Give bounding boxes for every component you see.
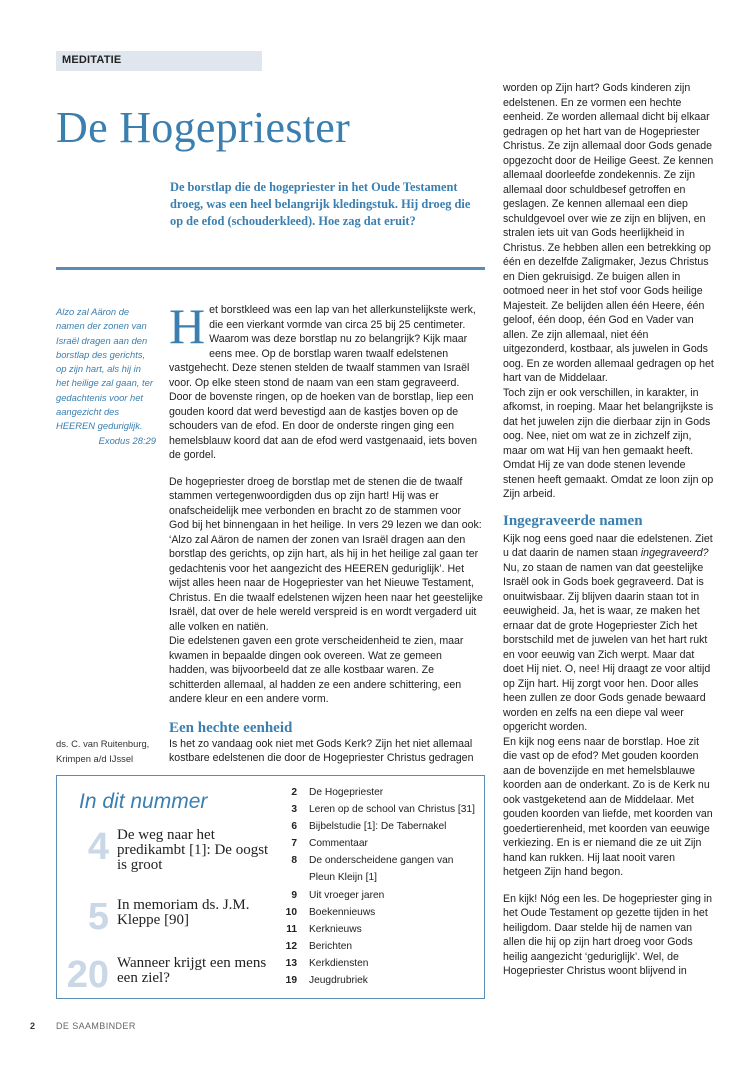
toc-feature[interactable] [63, 824, 269, 874]
feature-title: Wanneer krijgt een mens een ziel? [117, 955, 267, 986]
feature-title: In memoriam ds. J.M. Kleppe [90] [117, 897, 250, 928]
toc-feature[interactable] [63, 894, 263, 944]
paragraph: Die edelstenen gaven een grote verscheidenheid te zien, maar kwamen in bepaalde dingen ook overeen. Wat ze gemeen hadden, was bijvoorbeeld dat ze alle kostbaar waren. Ze schitterden allemaal, al hadden ze een andere schittering, een andere kleur en een andere vorm. [169, 635, 464, 705]
paragraph: En kijk nog eens naar de borstlap. Hoe zit die vast op de efod? Met gouden koorden aan de bovenzijde en met hemelsblauwe koorden aan de onderkant. Zo is de Kerk nu ook vastgeketend aan de Middelaar. Met gouden koorden van liefde, met koorden van goedertierenheid, met koorden van eeuwige verkiezing. En is er niemand die ze uit Zijn hand kan rukken. Hij laat nooit varen hetgeen Zijn hand begon. [503, 735, 713, 878]
subheading: Een hechte eenheid [169, 719, 293, 736]
paragraph: worden op Zijn hart? Gods kinderen zijn edelstenen. En ze vormen een hechte eenheid. Ze worden allemaal dicht bij elkaar gedragen op het hart van de Hogepriester Christus. Ze zijn allemaal door Gods genade opgezocht door de Heilige Geest. Ze kennen allemaal doorleefde zondekennis. Ze zijn allemaal door schuldbesef getroffen en geslagen. Ze kennen allemaal een diep schuldgevoel over wie ze zijn en blijven, en stralen iets uit van Gods heerlijkheid in Christus. Ze hebben allen een betrekking op één en dezelfde Zaligmaker, Jezus Christus en Dien gekruisigd. Ze buigen allen in ootmoed neer in het stof voor Gods heilige Majesteit. Ze belijden allen één Heere, één geloof, één doop, één God en Vader van allen. Ze zijn allemaal, niet één uitgezonderd, kostbaar, als juwelen in Gods oog. En ze worden allemaal gedragen op het hart van de Middelaar. [503, 82, 714, 384]
toc-item[interactable]: 9 Uit vroeger jaren [291, 889, 385, 901]
feature-page-number: 5 [87, 896, 109, 938]
feature-page-number: 4 [87, 826, 109, 868]
divider-rule [56, 267, 485, 270]
footer-magazine-name: DE SAAMBINDER [56, 1021, 136, 1031]
article-column-middle [169, 298, 483, 766]
section-tag: MEDITATIE [56, 51, 262, 71]
paragraph: Toch zijn er ook verschillen, in karakter, in afkomst, in roeping. Maar het belangrijkste is dat het juwelen zijn die dierbaar zijn in Gods oog. Nee, niet om wat ze in zichzelf zijn, maar om wat Hij van hen gemaakt heeft. Omdat Hij ze van dode stenen levende stenen heeft gemaakt. Omdat ze loon zijn op Zijn arbeid. [503, 386, 714, 500]
toc-item[interactable]: 13 Kerkdiensten [285, 957, 369, 969]
table-of-contents [56, 775, 485, 999]
author-name: ds. C. van Ruitenburg, [56, 738, 150, 749]
toc-list [281, 784, 481, 989]
article-intro: De borstlap die de hogepriester in het Oude Testament droeg, was een heel belangrijk kledingstuk. Hij droeg die op de efod (schouderkleed). Hoe zag dat eruit? [170, 180, 471, 228]
scripture-quote [56, 305, 156, 448]
drop-cap: H [169, 298, 206, 354]
paragraph: De hogepriester droeg de borstlap met de stenen die de twaalf stammen vertegenwoordigden dus op zijn hart! Hij was er onafscheidelijk mee verbonden en bracht zo de stammen voor God bij het binnengaan in het heilige. In vers 29 lezen we dan ook: ‘Alzo zal Aäron de namen der zonen van Israël dragen aan den borstlap des gerichts, op zijn hart, als hij in het heilige zal gaan ter gedachtenis voor het aangezicht des HEEREN geduriglijk’. Het wijst alles heen naar de Hogepriester van het Nieuwe Testament, Christus. En die twaalf edelstenen wijzen heen naar het geestelijke Israël, dat over de hele wereld verspreid is en wordt vergaderd uit alle volken en natiën. [169, 475, 483, 633]
toc-heading: In dit nummer [79, 790, 208, 813]
toc-item[interactable]: 11 Kerknieuws [286, 923, 362, 935]
toc-item[interactable]: 2 De Hogepriester [291, 787, 384, 798]
toc-feature[interactable] [63, 952, 267, 1002]
toc-item[interactable]: Pleun Kleijn [1] [309, 872, 377, 884]
toc-item[interactable]: 10 Boekennieuws [285, 906, 376, 918]
toc-item[interactable]: 6 Bijbelstudie [1]: De Tabernakel [291, 821, 447, 833]
quote-reference: Exodus 28:29 [98, 434, 156, 446]
author-byline [56, 737, 166, 766]
article-column-right [503, 81, 715, 979]
quote-text: Alzo zal Aäron de namen der zonen van Israël dragen aan den borstlap des gerichts, op zijn hart, als hij in het heilige zal gaan, ter gedachtenis voor het aangezicht des HEEREN geduriglijk. [56, 306, 153, 432]
paragraph: Is het zo vandaag ook niet met Gods Kerk? Zijn het niet allemaal kostbare edelstenen die door de Hogepriester Christus gedragen [169, 737, 474, 764]
paragraph: Het borstkleed was een lap van het allerkunstelijkste werk, die een vierkant vormde van circa 25 bij 25 centimeter. Waarom was deze borstlap nu zo belangrijk? Kijk maar eens mee. Op de borstlap waren twaalf edelstenen vastgehecht. Deze stenen stelden de twaalf stammen van Israël voor. Op elke steen stond de naam van een stam gegraveerd. Door de bovenste ringen, op de hoeken van de borstlap, liep een gouden koord dat werd bevestigd aan de kastjes boven op de schouders van de efod. En door de onderste ringen ging een hemelsblauw koord dat aan de efod werd vastgenaaid, iets boven de gordel. [169, 298, 478, 461]
paragraph: En kijk! Nóg een les. De hogepriester ging in het Oude Testament op gezette tijden in het heiligdom. Daar stelde hij de namen van allen die hij op zijn hart droeg voor Gods heilig aangezicht ‘geduriglijk’. Wel, de Hogepriester Christus woont blijvend in [503, 892, 713, 977]
subheading: Ingegraveerde namen [503, 512, 643, 529]
toc-item[interactable]: 8 De onderscheidene gangen van [291, 855, 454, 867]
paragraph: Kijk nog eens goed naar die edelstenen. Ziet u dat daarin de namen staan ingegraveerd? Nu, zo staan de namen van dat geestelijke Israël ook in Gods boek gegraveerd. Dat is onuitwisbaar. Zij blijven daarin staan tot in eeuwigheid. Ja, het is waar, ze maken het ernaar dat de grote Hogepriester Zich het borstschild met de juwelen van het hart rukt en voor eeuwig van Zich werpt. Maar dat doet Hij niet. O, nee! Hij draagt ze voor altijd op Zijn hart. Hij zorgt voor hen. Door alles heen zullen ze door Gods genade bewaard worden en zelfs na een diepe val weer opgericht worden. [503, 532, 713, 733]
toc-item[interactable]: 19 Jeugdrubriek [285, 975, 368, 987]
footer-page-number: 2 [30, 1021, 36, 1031]
toc-item[interactable]: 7 Commentaar [291, 838, 368, 850]
feature-title: De weg naar het predikambt [1]: De oogst is groot [117, 827, 269, 873]
author-place: Krimpen a/d IJssel [56, 752, 134, 764]
toc-item[interactable]: 12 Berichten [285, 940, 353, 952]
toc-item[interactable]: 3 Leren op de school van Christus [31] [291, 804, 475, 816]
feature-page-number: 20 [66, 954, 109, 996]
page-title: De Hogepriester [56, 103, 351, 152]
